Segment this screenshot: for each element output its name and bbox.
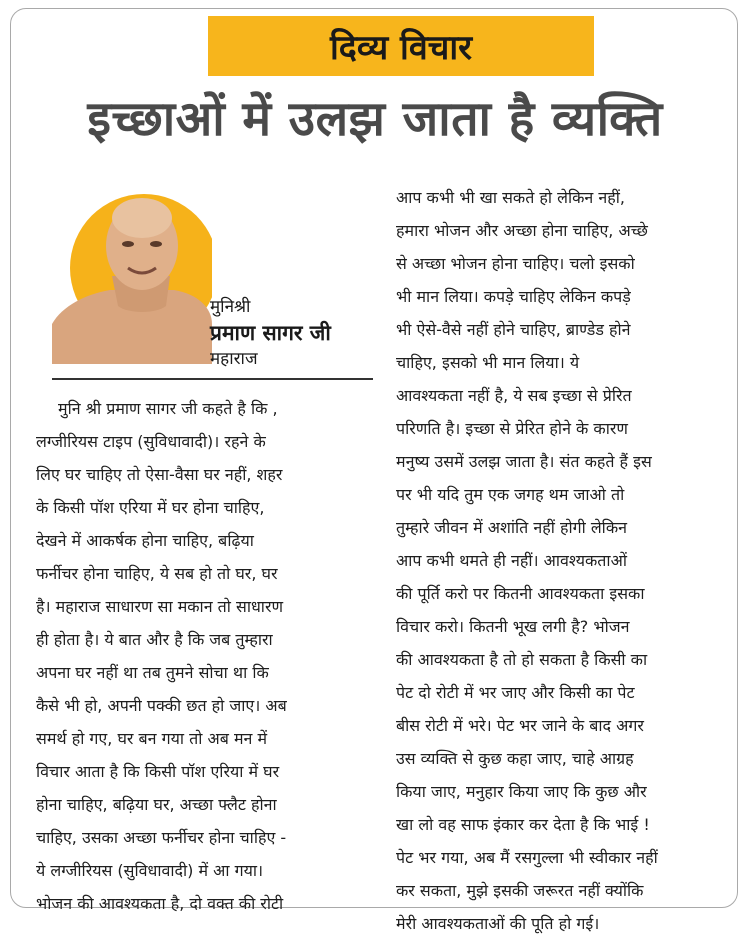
text-line: भी ऐसे-वैसे नहीं होने चाहिए, ब्राण्डेड होने	[396, 320, 631, 339]
text-line: उस व्यक्ति से कुछ कहा जाए, चाहे आग्रह	[396, 749, 634, 768]
text-line: पेट भर गया, अब मैं रसगुल्ला भी स्वीकार नहीं	[396, 848, 658, 867]
text-line: से अच्छा भोजन होना चाहिए। चलो इसको	[396, 254, 635, 273]
text-line: होना चाहिए, बढ़िया घर, अच्छा फ्लैट होना	[36, 795, 277, 814]
section-tag: दिव्य विचार	[208, 16, 594, 76]
headline: इच्छाओं में उलझ जाता है व्यक्ति	[87, 91, 663, 147]
text-line: भी मान लिया। कपड़े चाहिए लेकिन कपड़े	[396, 287, 631, 306]
text-line: मुनि श्री प्रमाण सागर जी कहते है कि ,	[58, 399, 278, 418]
text-line: मनुष्य उसमें उलझ जाता है। संत कहते हैं इस	[396, 452, 652, 471]
text-line: विचार आता है कि किसी पॉश एरिया में घर	[36, 762, 280, 781]
text-line: लग्जीरियस टाइप (सुविधावादी)। रहने के	[36, 432, 266, 451]
text-line: के किसी पॉश एरिया में घर होना चाहिए,	[36, 498, 265, 517]
author-prefix: मुनिश्री	[210, 297, 251, 317]
text-line: देखने में आकर्षक होना चाहिए, बढ़िया	[36, 531, 254, 550]
text-line: है। महाराज साधारण सा मकान तो साधारण	[36, 597, 284, 616]
text-line: किया जाए, मनुहार किया जाए कि कुछ और	[396, 782, 647, 801]
text-line: की पूर्ति करो पर कितनी आवश्यकता इसका	[396, 584, 645, 603]
text-line: मेरी आवश्यकताओं की पूति हो गई।	[396, 914, 600, 933]
text-line: परिणति है। इच्छा से प्रेरित होने के कारण	[396, 419, 628, 438]
text-line: पेट दो रोटी में भर जाए और किसी का पेट	[396, 683, 635, 702]
text-line: भोजन की आवश्यकता है, दो वक्त की रोटी	[36, 894, 284, 913]
text-line: तुम्हारे जीवन में अशांति नहीं होगी लेकिन	[396, 518, 627, 537]
byline-divider	[52, 378, 373, 380]
text-line: चाहिए, इसको भी मान लिया। ये	[396, 353, 580, 372]
text-line: चाहिए, उसका अच्छा फर्नीचर होना चाहिए -	[36, 828, 287, 847]
text-line: लिए घर चाहिए तो ऐसा-वैसा घर नहीं, शहर	[36, 465, 283, 484]
author-suffix: महाराज	[210, 349, 258, 369]
text-line: आप कभी भी खा सकते हो लेकिन नहीं,	[396, 188, 625, 207]
text-line: बीस रोटी में भरे। पेट भर जाने के बाद अगर	[396, 716, 644, 735]
left-column	[36, 392, 380, 920]
text-line: आवश्यकता नहीं है, ये सब इच्छा से प्रेरित	[396, 386, 632, 405]
author-portrait-image	[52, 184, 212, 364]
text-line: समर्थ हो गए, घर बन गया तो अब मन में	[36, 729, 268, 748]
right-column	[396, 181, 728, 940]
text-line: की आवश्यकता है तो हो सकता है किसी का	[396, 650, 648, 669]
text-line: हमारा भोजन और अच्छा होना चाहिए, अच्छे	[396, 221, 648, 240]
text-line: ये लग्जीरियस (सुविधावादी) में आ गया।	[36, 861, 264, 880]
text-line: विचार करो। कितनी भूख लगी है? भोजन	[396, 617, 630, 636]
author-photo	[52, 184, 212, 364]
text-line: अपना घर नहीं था तब तुमने सोचा था कि	[36, 663, 269, 682]
author-name: प्रमाण सागर जी	[210, 321, 331, 345]
text-line: ही होता है। ये बात और है कि जब तुम्हारा	[36, 630, 273, 649]
text-line: आप कभी थमते ही नहीं। आवश्यकताओं	[396, 551, 627, 570]
text-line: खा लो वह साफ इंकार कर देता है कि भाई !	[396, 815, 650, 834]
author-byline	[210, 295, 331, 371]
text-line: पर भी यदि तुम एक जगह थम जाओ तो	[396, 485, 625, 504]
text-line: कैसे भी हो, अपनी पक्की छत हो जाए। अब	[36, 696, 287, 715]
text-line: कर सकता, मुझे इसकी जरूरत नहीं क्योंकि	[396, 881, 644, 900]
text-line: फर्नीचर होना चाहिए, ये सब हो तो घर, घर	[36, 564, 278, 583]
